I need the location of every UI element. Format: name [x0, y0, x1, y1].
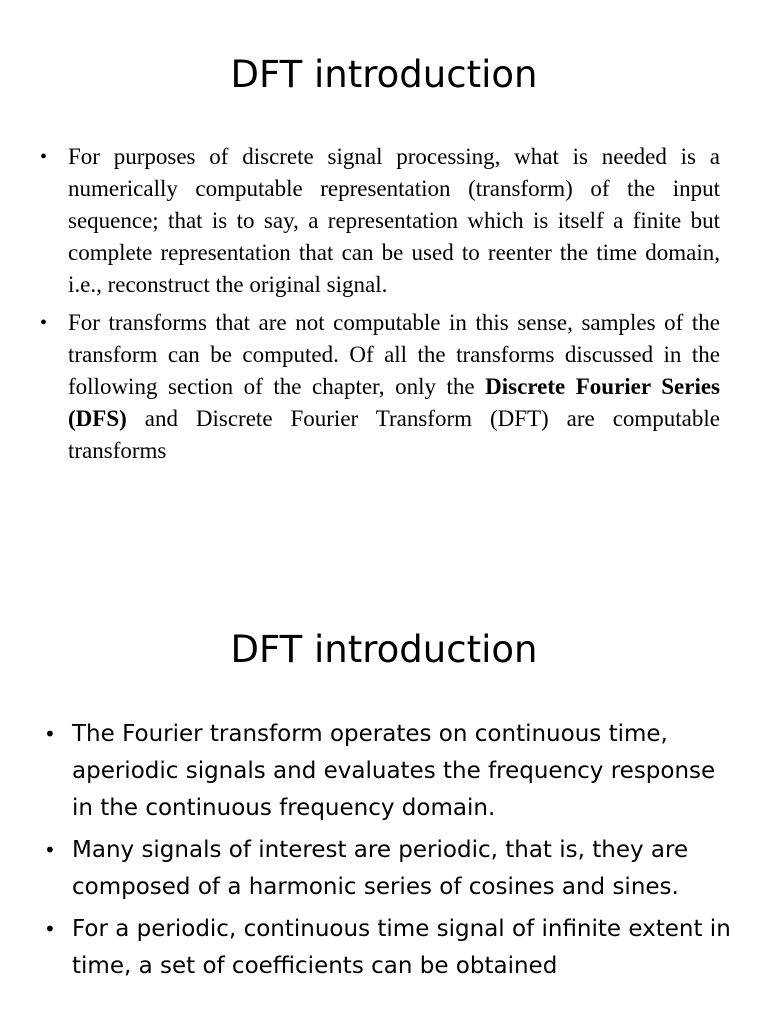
bullet-text: For purposes of discrete signal processing, what is needed is a numerically computable representation (transform) of the input sequence; that is to say, a representation which is itself a finite but complete representation that can be used to reenter the time domain, i.e., reconstruct the original signal.: [68, 144, 720, 297]
bullet-dot-icon: •: [44, 917, 56, 941]
bullet-dot-icon: •: [44, 838, 56, 862]
slide-title: DFT introduction: [230, 53, 538, 96]
bullet-text: The Fourier transform operates on continuous time, aperiodic signals and evaluates the frequency response in the continuous frequency domain.: [72, 721, 716, 821]
bullet-dot-icon: •: [40, 312, 48, 334]
slide-title: DFT introduction: [230, 628, 538, 671]
bullet-item: [44, 832, 740, 906]
bullet-text: For a periodic, continuous time signal of infinite extent in time, a set of coefficients can be obtained: [72, 916, 731, 979]
bullet-text: and Discrete Fourier Transform (DFT) are computable transforms: [68, 406, 720, 463]
bullet-item: [44, 911, 740, 985]
bullet-item: [40, 307, 720, 467]
bullet-dot-icon: •: [40, 146, 48, 168]
slide-2: [0, 576, 768, 1024]
bullet-bold-term: Discrete Fourier Series (DFS): [68, 374, 720, 431]
bullet-item: [40, 141, 720, 301]
bullet-dot-icon: •: [44, 722, 56, 746]
bullet-text: For transforms that are not computable in this sense, samples of the transform can be computed. Of all the transforms discussed in the following section of the chapter, only the: [68, 310, 720, 399]
bullet-text: Many signals of interest are periodic, that is, they are composed of a harmonic series of cosines and sines.: [72, 837, 689, 900]
bullet-item: [44, 716, 740, 827]
bullet-list: [44, 716, 740, 990]
bullet-list: [40, 141, 720, 473]
